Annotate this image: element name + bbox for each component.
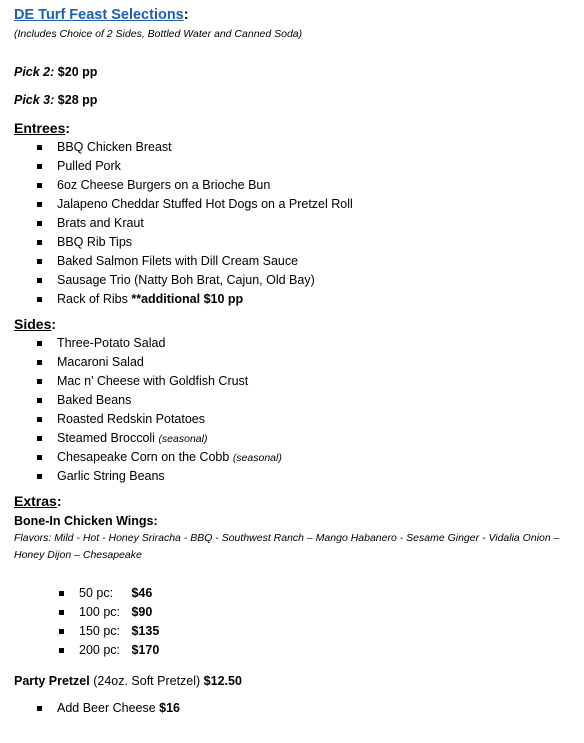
list-item: Baked Beans (14, 391, 580, 410)
wings-title: Bone-In Chicken Wings: (14, 514, 158, 528)
pick-2-price: Pick 2: $20 pp (14, 65, 98, 79)
bullet-icon (37, 145, 42, 150)
bullet-icon (37, 259, 42, 264)
bullet-icon (59, 591, 64, 596)
list-item: Rack of Ribs **additional $10 pp (14, 290, 580, 309)
bullet-icon (37, 164, 42, 169)
subtitle: (Includes Choice of 2 Sides, Bottled Water and Canned Soda) (14, 28, 303, 40)
list-item: Macaroni Salad (14, 353, 580, 372)
entrees-heading: Entrees: (14, 120, 71, 136)
bullet-icon (37, 379, 42, 384)
list-item: Pulled Pork (14, 157, 580, 176)
pick-3-price: Pick 3: $28 pp (14, 93, 98, 107)
menu-document (14, 5, 580, 718)
list-item: Roasted Redskin Potatoes (14, 410, 580, 429)
bullet-icon (59, 629, 64, 634)
bullet-icon (37, 455, 42, 460)
list-item: Brats and Kraut (14, 214, 580, 233)
list-item: 200 pc: $170 (14, 641, 580, 660)
list-item: 6oz Cheese Burgers on a Brioche Bun (14, 176, 580, 195)
list-item: Three-Potato Salad (14, 334, 580, 353)
bullet-icon (37, 436, 42, 441)
party-pretzel: Party Pretzel (24oz. Soft Pretzel) $12.50 (14, 674, 242, 688)
page-title (14, 5, 580, 25)
list-item: Add Beer Cheese $16 (14, 699, 580, 718)
list-item: BBQ Rib Tips (14, 233, 580, 252)
list-item: BBQ Chicken Breast (14, 138, 580, 157)
list-item: Chesapeake Corn on the Cobb (seasonal) (14, 448, 580, 467)
entrees-list (14, 138, 580, 309)
list-item: Garlic String Beans (14, 467, 580, 486)
title-colon: : (183, 7, 189, 23)
bullet-icon (37, 240, 42, 245)
bullet-icon (37, 398, 42, 403)
list-item: Baked Salmon Filets with Dill Cream Sauce (14, 252, 580, 271)
list-item: 50 pc: $46 (14, 584, 580, 603)
bullet-icon (37, 417, 42, 422)
list-item: Sausage Trio (Natty Boh Brat, Cajun, Old Bay) (14, 271, 580, 290)
bullet-icon (59, 648, 64, 653)
sides-heading: Sides: (14, 316, 57, 332)
bullet-icon (37, 341, 42, 346)
bullet-icon (37, 474, 42, 479)
list-item: 150 pc: $135 (14, 622, 580, 641)
bullet-icon (37, 360, 42, 365)
pretzel-addons (14, 699, 580, 718)
list-item: Mac n’ Cheese with Goldfish Crust (14, 372, 580, 391)
list-item: 100 pc: $90 (14, 603, 580, 622)
bullet-icon (37, 183, 42, 188)
bullet-icon (37, 202, 42, 207)
list-item: Jalapeno Cheddar Stuffed Hot Dogs on a Pretzel Roll (14, 195, 580, 214)
bullet-icon (37, 278, 42, 283)
bullet-icon (37, 297, 42, 302)
bullet-icon (37, 221, 42, 226)
extras-heading: Extras: (14, 493, 62, 509)
title-link[interactable]: DE Turf Feast Selections (14, 7, 184, 23)
wings-price-list (14, 584, 580, 660)
sides-list (14, 334, 580, 486)
wing-flavors: Flavors: Mild - Hot - Honey Sriracha - BBQ - Southwest Ranch – Mango Habanero - Sesame Ginger - Vidalia Onion – Honey Dijon – Chesapeake (14, 532, 560, 561)
bullet-icon (37, 706, 42, 711)
bullet-icon (59, 610, 64, 615)
list-item: Steamed Broccoli (seasonal) (14, 429, 580, 448)
